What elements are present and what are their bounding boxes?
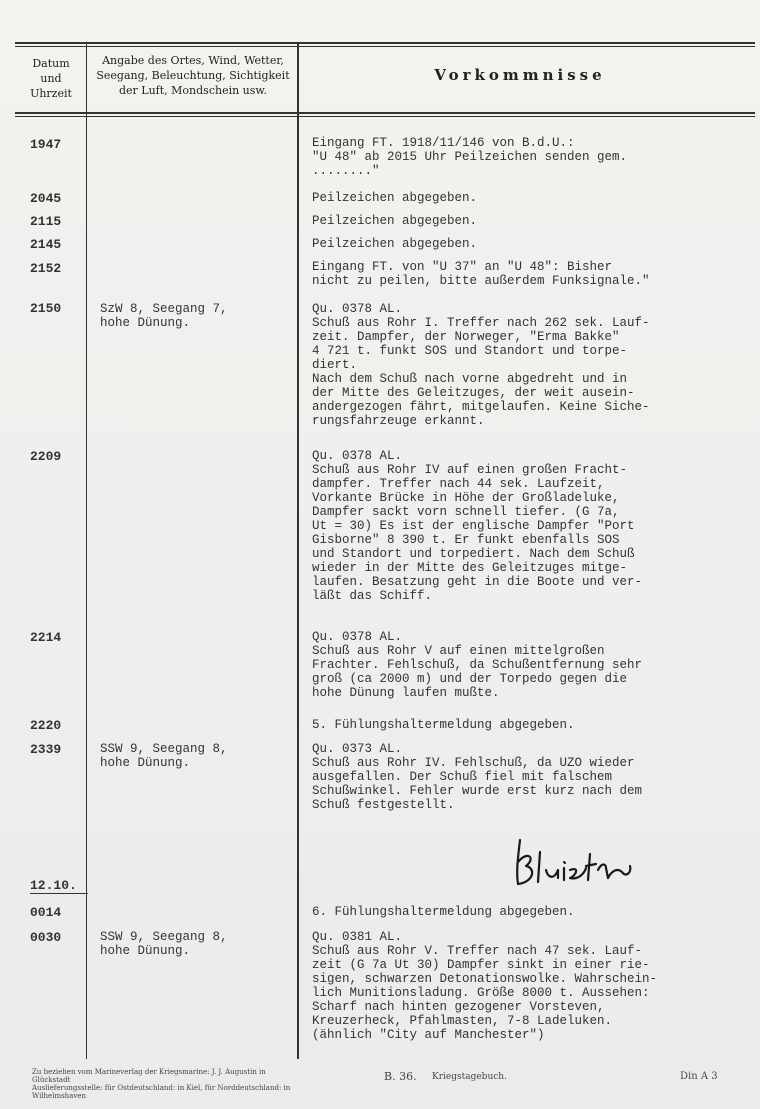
entry-time: 2339 [30, 742, 62, 757]
entry-text: 5. Fühlungshaltermeldung abgegeben. [312, 718, 575, 732]
entry-text: Peilzeichen abgegeben. [312, 191, 478, 205]
header-place-line: der Luft, Mondschein usw. [118, 84, 268, 97]
footer-printer-note [32, 1068, 292, 1100]
top-border-inner [15, 46, 755, 47]
header-date-line: Uhrzeit [30, 87, 72, 100]
entry-location: SzW 8, Seegang 7, hohe Dünung. [100, 302, 228, 330]
entry-time: 2220 [30, 718, 62, 733]
entry-time: 0014 [30, 905, 62, 920]
entry-text: Qu. 0378 AL. Schuß aus Rohr I. Treffer nach 262 sek. Lauf- zeit. Dampfer, der Norweger, "Erma Bakke" 4 721 t. funkt SOS und Standort und torpe- diert. Nach dem Schuß nach vorne abgedreht und in der Mitte des Geleitzuges, der weit ausein- andergezogen fährt, mitgelaufen. Keine Siche- rungsfahrzeuge erkannt. [312, 302, 650, 428]
header-bottom-rule [15, 112, 755, 114]
col-divider-2 [297, 44, 299, 1059]
entry-text: 6. Fühlungshaltermeldung abgegeben. [312, 905, 575, 919]
entry-time: 0030 [30, 930, 62, 945]
entry-time: 1947 [30, 137, 62, 152]
entry-time: 2150 [30, 301, 62, 316]
col-divider-1 [86, 44, 87, 1059]
entry-time: 2214 [30, 630, 62, 645]
footer-printer-line: Zu beziehen vom Marineverlag der Kriegsmarine: J. J. Augustin in Glückstadt [32, 1068, 266, 1084]
entry-location: SSW 9, Seegang 8, hohe Dünung. [100, 742, 228, 770]
entry-time: 2045 [30, 191, 62, 206]
header-place-column [88, 53, 298, 98]
header-bottom-rule-inner [15, 116, 755, 117]
footer-title: Kriegstagebuch. [432, 1072, 507, 1082]
footer-printer-line: Auslieferungsstelle: für Ostdeutschland: in Kiel, für Norddeutschland: in Wilhelmshaven [32, 1084, 291, 1100]
top-border [15, 42, 755, 44]
entry-time: 2152 [30, 261, 62, 276]
footer-paper-size: Din A 3 [680, 1071, 718, 1082]
entry-text: Peilzeichen abgegeben. [312, 214, 478, 228]
entry-time: 2209 [30, 449, 62, 464]
footer-form-number: B. 36. [384, 1070, 417, 1083]
header-place-line: Seegang, Beleuchtung, Sichtigkeit [96, 69, 290, 82]
entry-text: Peilzeichen abgegeben. [312, 237, 478, 251]
entry-time: 2145 [30, 237, 62, 252]
entry-text: Qu. 0378 AL. Schuß aus Rohr IV auf einen großen Fracht- dampfer. Treffer nach 44 sek. Laufzeit, Vorkante Brücke in Höhe der Großladeluke, Dampfer sackt vorn schnell tiefer. (G 7a, Ut = 30) Es ist der englische Dampfer "Port Gisborne" 8 390 t. Er funkt ebenfalls SOS und Standort und torpediert. Nach dem Schuß wieder in der Mitte des Geleitzuges mitge- laufen. Besatzung geht in die Boote und ver- läßt das Schiff. [312, 449, 643, 603]
header-place-line: Angabe des Ortes, Wind, Wetter, [102, 54, 284, 67]
entry-text: Eingang FT. von "U 37" an "U 48": Bisher nicht zu peilen, bitte außerdem Funksignale." [312, 260, 650, 288]
entry-time: 2115 [30, 214, 62, 229]
entry-text: Qu. 0378 AL. Schuß aus Rohr V auf einen mittelgroßen Frachter. Fehlschuß, da Schußentfernung sehr groß (ca 2000 m) und der Torpedo gegen die hohe Dünung laufen mußte. [312, 630, 643, 700]
entry-text: Qu. 0373 AL. Schuß aus Rohr IV. Fehlschuß, da UZO wieder ausgefallen. Der Schuß fiel mit falschem Schußwinkel. Fehler wurde erst kurz nach dem Schuß festgestellt. [312, 742, 643, 812]
header-date-column [18, 56, 84, 101]
signature-image [510, 832, 640, 892]
entry-text: Qu. 0381 AL. Schuß aus Rohr V. Treffer nach 47 sek. Lauf- zeit (G 7a Ut 30) Dampfer sinkt in einer rie- sigen, schwarzen Detonationswolke. Wahrschein- lich Munitionsladung. Größe 8000 t. Aussehen: Scharf nach hinten gezogener Vorsteven, Kreuzerheck, Pfahlmasten, 7-8 Ladeluken. (ähnlich "City auf Manchester") [312, 930, 658, 1042]
entry-date: 12.10. [30, 878, 77, 893]
entry-text: Eingang FT. 1918/11/146 von B.d.U.: "U 48" ab 2015 Uhr Peilzeichen senden gem. ........" [312, 136, 628, 178]
entry-location: SSW 9, Seegang 8, hohe Dünung. [100, 930, 228, 958]
header-date-line: Datum [32, 57, 70, 70]
date-separator [30, 893, 88, 894]
header-events-column: Vorkommnisse [434, 66, 606, 84]
header-date-line: und [40, 72, 62, 85]
